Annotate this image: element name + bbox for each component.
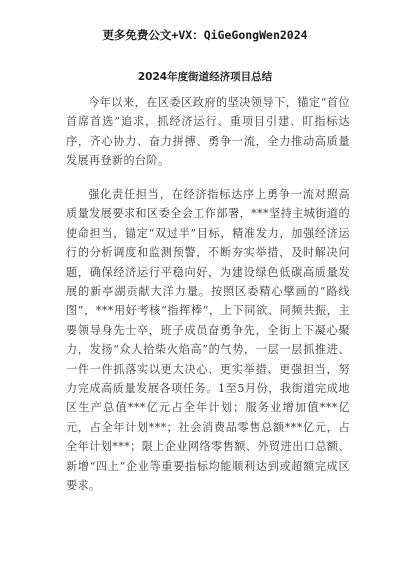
body-paragraph-2: 强化责任担当，在经济指标达序上勇争一流对照高质量发展要求和区委全会工作部署，***坚持主城街道的使命担当，锚定“双过半”目标，精准发力，加强经济运行的分析调度和监测预警，不断夯实举措，及时解决问题，确保经济运行平稳向好，为建设绿色低碳高质量发展的新亭湖贡献大洋力量。按照区委精心擘画的“路线图”，***用好考核“指挥棒”，上下同欲、同频共振，主要领导身先士卒，班子成员奋勇争先，全街上下凝心聚力，发扬“众人拾柴火焰高”的气势，一层一层抓推进、一件一件抓落实以更大决心、更实举措、更强担当，努力完成高质量发展各项任务。1至5月份，我街道完成地区生产总值***亿元占全年计划；服务业增加值***亿元，占全年计划***；社会消费品零售总额***亿元，占全年计划***；限上企业网络零售额、外贸进出口总额、新增“四上”企业等重要指标均能顺利达到或超额完成区要求。 — [66, 188, 350, 493]
watermark-header: 更多免费公文+VX：QiGeGongWen2024 — [102, 28, 308, 42]
document-title: 2024年度街道经济项目总结 — [137, 71, 273, 83]
body-paragraph-1: 今年以来，在区委区政府的坚决领导下，锚定“首位首席首选”追求，抓经济运行、重项目引建、盯指标达序，齐心协力、奋力拼搏、勇争一流，全力推动高质量发展再登新的台阶。 — [66, 96, 350, 168]
